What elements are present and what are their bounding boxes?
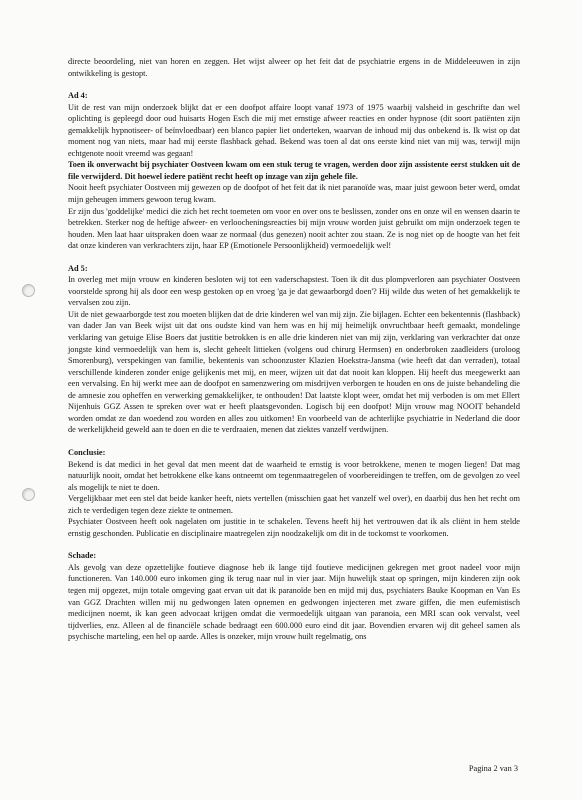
paragraph: Vergelijkbaar met een stel dat beide kanker heeft, niets vertellen (misschien gaat het vanzelf wel over), en daarbij dus hen het recht om zich te verdedigen tegen deze ziekte te ontnemen.	[68, 494, 520, 515]
paragraph: Nooit heeft psychiater Oostveen mij gewezen op de doofpot of het feit dat ik niet paranoïde was, maar juist gewoon beter werd, omdat mijn geheugen immers gewoon terug kwam.	[68, 183, 520, 205]
paragraph: Uit de niet gewaarborgde test zou moeten blijken dat de drie kinderen wel van mij zijn. Zie bijlagen. Echter een bekentennis (flashback) van dader Jan van Beek wijst uit dat ons oudste kind van hem was en hij mij heimelijk onvruchtbaar heeft gemaakt, mondelinge verklaring van getuige Elise Boers dat justitie betrokken is en alle drie kinderen niet van mij zijn, verklaring van verkrachter dat onze jongste kind vermoedelijk van hem is, slecht geheelt littieken (volgens oud chirurg Hermsen) en onderbroken zaadleiders (uroloog Smorenburg), verspekingen van familie, bekentenis van schoonzuster Klazien Hoekstra-Jansma (wie heeft dat dan verraden), totaal verschillende kinderen zonder enige gelijkenis met mij, en meer, wijzen uit dat dat nooit kan kloppen. Hij heeft dus meegewerkt aan een vervalsing. En hij werkt mee aan de doofpot en samenzwering om misdrijven verborgen te houden en ons de juiste behandeling die de amnesie zou opheffen en verwerking gemakkelijker, te onthouden! Dat laatste klopt weer, omdat het mij verboden is om met Ellert Nijenhuis GGZ Assen te spreken over wat er heeft plaatsgevonden. Logisch bij een doofpot! Mijn vrouw mag NOOIT behandeld worden omdat ze dan woedend zou worden en alles zou uitkomen! En voorbeeld van de achterlijke psychiatrie in Nederland die door de werkelijkheid geweld aan te doen en die te verdraaien, menen dat ziektes vanzelf verdwijnen.	[68, 309, 520, 435]
section-heading-schade: Schade:	[68, 551, 97, 561]
page-number: Pagina 2 van 3	[468, 764, 518, 773]
section-heading-conclusie: Conclusie:	[68, 447, 106, 457]
punch-hole	[22, 284, 35, 297]
paragraph: Uit de rest van mijn onderzoek blijkt dat er een doofpot affaire loopt vanaf 1973 of 1975 waarbij valsheid in geschrifte dan wel oplichting is gepleegd door oud huisarts Hogen Esch die mij met ernstige afweer reacties en onder hypnose (dit soort patiënten zijn gemakkelijk hypnotiseer- of beïnvloedbaar) een blanco papier liet onderteken, waarvan de inhoud mij dus onbekend is. Ik wist op dat moment nog van niets, maar had mij eerste flashback gehad. Bekend was toen al dat ons eerste kind niet van mij was, terwijl mijn echtgenote nooit vreemd was gegaan!	[68, 102, 520, 158]
paragraph: Bekend is dat medici in het geval dat men meent dat de waarheid te ernstig is voor betrokkene, menen te mogen liegen! Dat mag natuurlijk nooit, omdat het betrokkene elke kans ontneemt om tegenmaatregelen of voorbereidingen te treffen, om de gevolgen zo veel als mogelijk te niet te doen.	[68, 459, 520, 492]
paragraph: Als gevolg van deze opzettelijke foutieve diagnose heb ik lange tijd foutieve medicijnen gekregen met groot nadeel voor mijn functioneren. Van 140.000 euro inkomen ging ik terug naar nul in vier jaar. Mijn huwelijk staat op springen, mijn kinderen zijn ook tegen mij opgezet, mijn totale omgeving gaat ervan uit dat ik paranoïde ben en mijd mij dus, psychiaters Bauke Koopman en Van Es van GGZ Drachten willen mij nu gedwongen laten opnemen en gedwongen injecteren met zware giffen, die men eufemistisch medicijnen noemt, ik kan geen advocaat krijgen omdat die vermoedelijk uitgaan van paranoia, een MRI scan ook vervalst, veel tijdverlies, enz. Alleen al de financiële schade bedraagt een 600.000 euro eind dit jaar. Bovendien ervaren wij dit geheel samen als psychische marteling, een hel op aarde. Alles is onzeker, mijn vrouw huilt regelmatig, ons	[68, 562, 520, 642]
paragraph: In overleg met mijn vrouw en kinderen besloten wij tot een vaderschapstest. Toen ik dit dus plompverloren aan psychiater Oostveen voorstelde sprong hij als door een wesp gestoken op en vroeg 'ga je dat gewaarborgd doen'? Hij wilde dus weten of het gemakkelijk te vervalsen zou zijn.	[68, 275, 520, 308]
intro-paragraph: directe beoordeling, niet van horen en zeggen. Het wijst alweer op het feit dat de psychiatrie ergens in de Middeleeuwen in zijn ontwikkeling is gestopt.	[68, 57, 520, 78]
bold-paragraph: Toen ik onverwacht bij psychiater Oostveen kwam om een stuk terug te vragen, werden door zijn assistente eerst stukken uit de file verwijderd. Dit hoewel iedere patiënt recht heeft op inzage van zijn gehele file.	[68, 160, 520, 181]
section-heading-ad5: Ad 5:	[68, 263, 88, 273]
paragraph: Er zijn dus 'goddelijke' medici die zich het recht toemeten om voor en over ons te beslissen, zonder ons en onze wil en wensen daarin te betrekken. Sterker nog de heftige afweer- en verloocheningsreacties bij mijn vrouw worden juist gebruikt om mijn onderzoek tegen te houden. Men laat haar uitspraken doen waar ze normaal (dus genezen) nooit achter zou staan. Ze is nog niet op de hoogte van het feit dat onze kinderen van verkrachters zijn, haar EP (Emotionele Persoonlijkheid) vermoedelijk wel!	[68, 206, 520, 251]
paragraph: Psychiater Oostveen heeft ook nagelaten om justitie in te schakelen. Tevens heeft hij het vertrouwen dat ik als cliënt in hem stelde ernstig geschonden. Publicatie en disciplinaire maatregelen zijn noodzakelijk om dit in de tockomst te voorkomen.	[68, 517, 520, 538]
punch-hole	[22, 488, 35, 501]
document-body	[68, 56, 520, 643]
section-heading-ad4: Ad 4:	[68, 91, 88, 101]
